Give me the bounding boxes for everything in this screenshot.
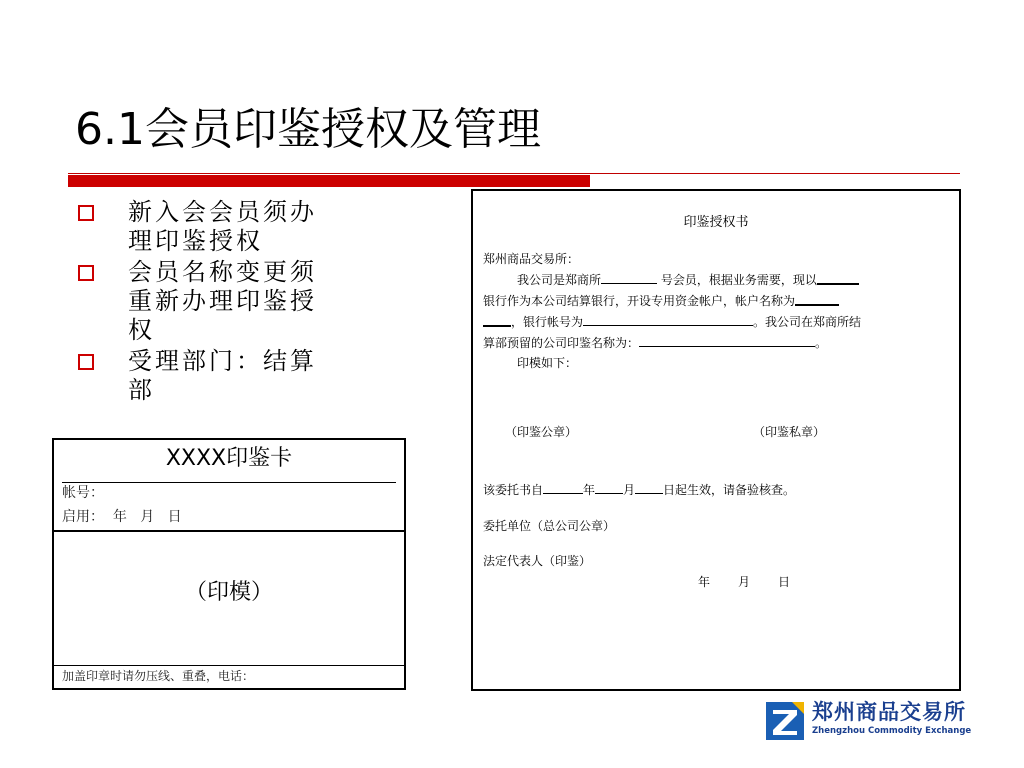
letter-paragraph-line: 我公司是郑商所 号会员，根据业务需要，现以 [517,270,859,290]
square-bullet-icon [78,265,94,281]
bullet-item [78,347,338,405]
principal-label: 委托单位（总公司公章） [483,519,616,533]
zce-logo-icon [766,702,804,740]
public-seal-label: （印鉴公章） [505,425,578,439]
enable-date-label: 启用： 年 月 日 [62,509,182,525]
bullet-text: 权 [128,316,155,344]
bullet-list [78,198,338,407]
bullet-text: 会员名称变更须 [128,258,317,286]
authorization-letter [471,189,961,691]
letter-title: 印鉴授权书 [683,215,749,230]
card-notice: 加盖印章时请勿压线、重叠，电话： [62,669,255,683]
card-divider [54,530,404,532]
bullet-text: 受理部门：结算 [128,347,317,375]
bullet-text: 理印鉴授权 [128,227,263,255]
title-underline-thin [68,173,960,174]
seal-intro: 印模如下： [517,356,578,370]
seal-placeholder: （印模） [184,580,273,605]
card-divider [54,665,404,666]
bullet-text: 重新办理印鉴授 [128,287,317,315]
square-bullet-icon [78,354,94,370]
legal-rep-label: 法定代表人（印鉴） [483,554,592,568]
slide-title: 6.1会员印鉴授权及管理 [75,104,541,155]
letter-paragraph-line: 银行作为本公司结算银行，开设专用资金帐户，帐户名称为 [483,291,839,311]
bullet-text: 部 [128,376,155,404]
letter-addressee: 郑州商品交易所： [483,252,580,266]
card-title: XXXX印鉴卡 [165,446,293,471]
square-bullet-icon [78,205,94,221]
bullet-item [78,258,338,345]
bullet-item [78,198,338,256]
card-divider [62,482,396,483]
validity-line: 该委托书自 年 月 日起生效，请备验核查。 [483,480,795,500]
seal-card [52,438,406,690]
account-label: 帐号： [62,485,104,501]
signature-date: 年 月 日 [698,575,791,589]
exchange-logo [766,698,972,744]
title-underline-bar [68,175,590,187]
letter-paragraph-line: 算部预留的公司印鉴名称为： 。 [483,333,827,353]
letter-paragraph-line: ，银行帐号为 。我公司在郑商所结 [483,312,861,332]
logo-name-cn: 郑州商品交易所 [812,700,966,724]
private-seal-label: （印鉴私章） [753,425,826,439]
bullet-text: 新入会会员须办 [128,198,317,226]
logo-name-en: Zhengzhou Commodity Exchange [812,726,972,736]
